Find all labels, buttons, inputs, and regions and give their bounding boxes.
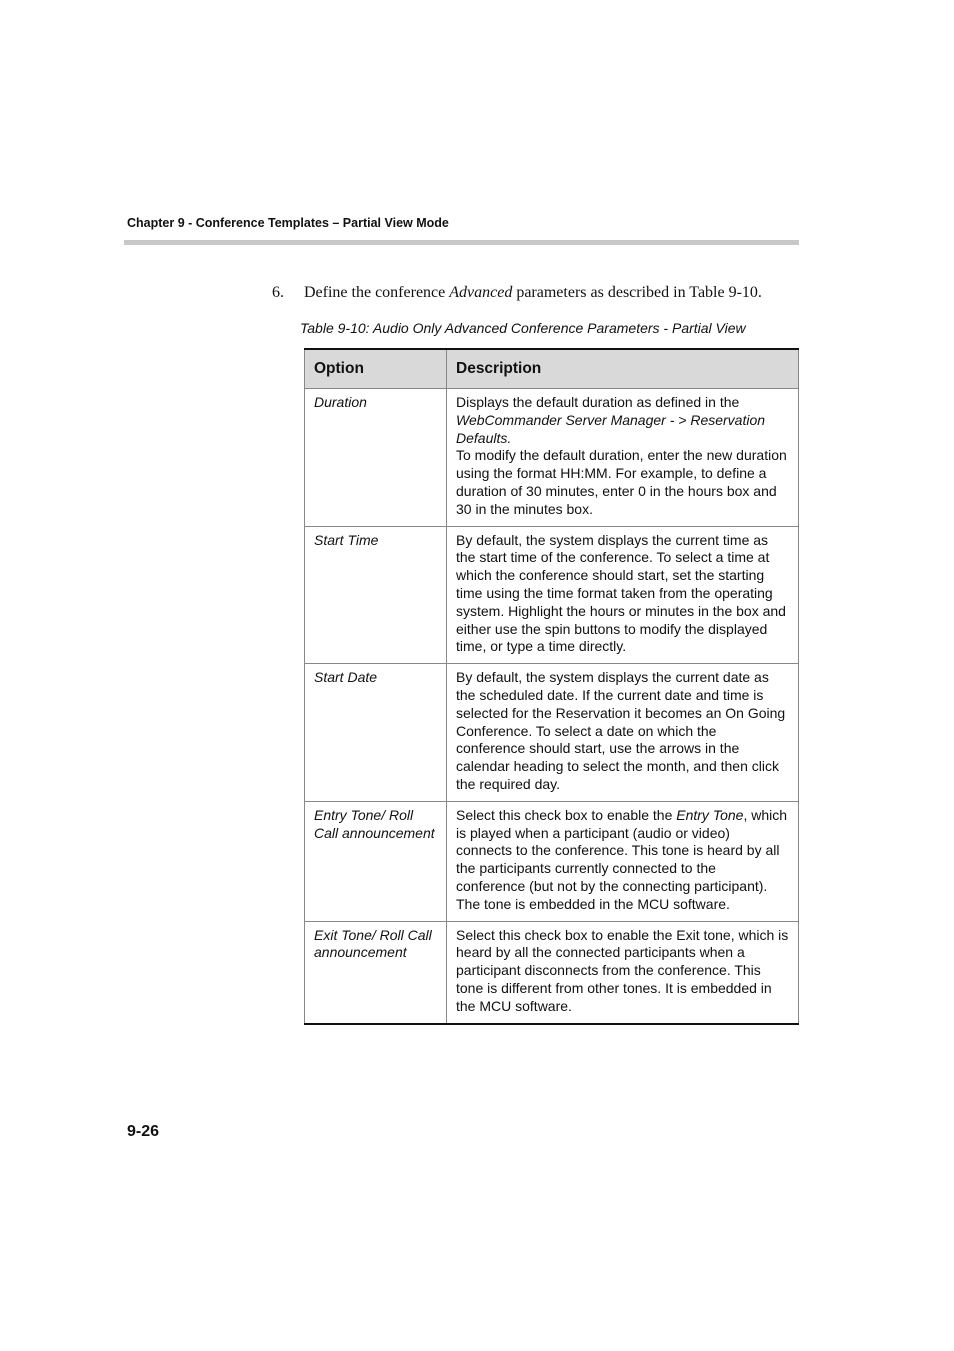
description-text: Displays the default duration as defined in the <box>456 394 740 410</box>
header-divider <box>124 240 799 245</box>
option-cell: Start Time <box>305 526 447 664</box>
step-text-before: Define the conference <box>304 284 450 301</box>
step-instruction <box>272 284 762 302</box>
description-text: , which is played when a participant (audio or video) connects to the conference. This tone is heard by all the participants currently connected to the conference (but not by the connecting participant). The tone is embedded in the MCU software. <box>456 806 788 912</box>
table-row <box>305 664 799 802</box>
description-text: Select this check box to enable the <box>456 806 677 823</box>
table-row <box>305 389 799 527</box>
description-italic-text: WebCommander Server Manager - > Reservation Defaults. <box>456 411 766 446</box>
description-column-header: Description <box>447 349 799 389</box>
table-header-row <box>305 349 799 389</box>
description-cell <box>447 389 799 527</box>
option-cell: Entry Tone/ Roll Call announcement <box>305 801 447 921</box>
table-row <box>305 526 799 664</box>
description-cell: By default, the system displays the current date as the scheduled date. If the current date and time is selected for the Reservation it becomes an On Going Conference. To select a date on which the conference should start, use the arrows in the calendar heading to select the month, and then click the required day. <box>447 664 799 802</box>
description-cell: Select this check box to enable the Exit tone, which is heard by all the connected participants when a participant disconnects from the conference. This tone is different from other tones. It is embedded in the MCU software. <box>447 921 799 1023</box>
table-row <box>305 801 799 921</box>
option-column-header: Option <box>305 349 447 389</box>
option-cell: Duration <box>305 389 447 527</box>
page-number: 9-26 <box>127 1123 160 1140</box>
step-number: 6. <box>272 284 284 301</box>
description-cell: By default, the system displays the current time as the start time of the conference. To select a time at which the conference should start, set the starting time using the time format taken from the operating system. Highlight the hours or minutes in the box and either use the spin buttons to modify the displayed time, or type a time directly. <box>447 526 799 664</box>
table-caption: Table 9-10: Audio Only Advanced Conference Parameters - Partial View <box>300 320 746 336</box>
description-italic-text: Entry Tone <box>676 806 744 823</box>
description-text: To modify the default duration, enter the new duration using the format HH:MM. For example, to define a duration of 30 minutes, enter 0 in the hours box and 30 in the minutes box. <box>456 447 787 517</box>
chapter-header: Chapter 9 - Conference Templates – Partial View Mode <box>127 216 449 230</box>
step-emphasis: Advanced <box>449 284 513 301</box>
option-cell: Exit Tone/ Roll Call announcement <box>305 921 447 1023</box>
option-cell: Start Date <box>305 664 447 802</box>
parameters-table <box>304 348 799 1025</box>
description-cell <box>447 801 799 921</box>
step-text-after: parameters as described in Table 9-10. <box>512 284 762 301</box>
table-row <box>305 921 799 1023</box>
